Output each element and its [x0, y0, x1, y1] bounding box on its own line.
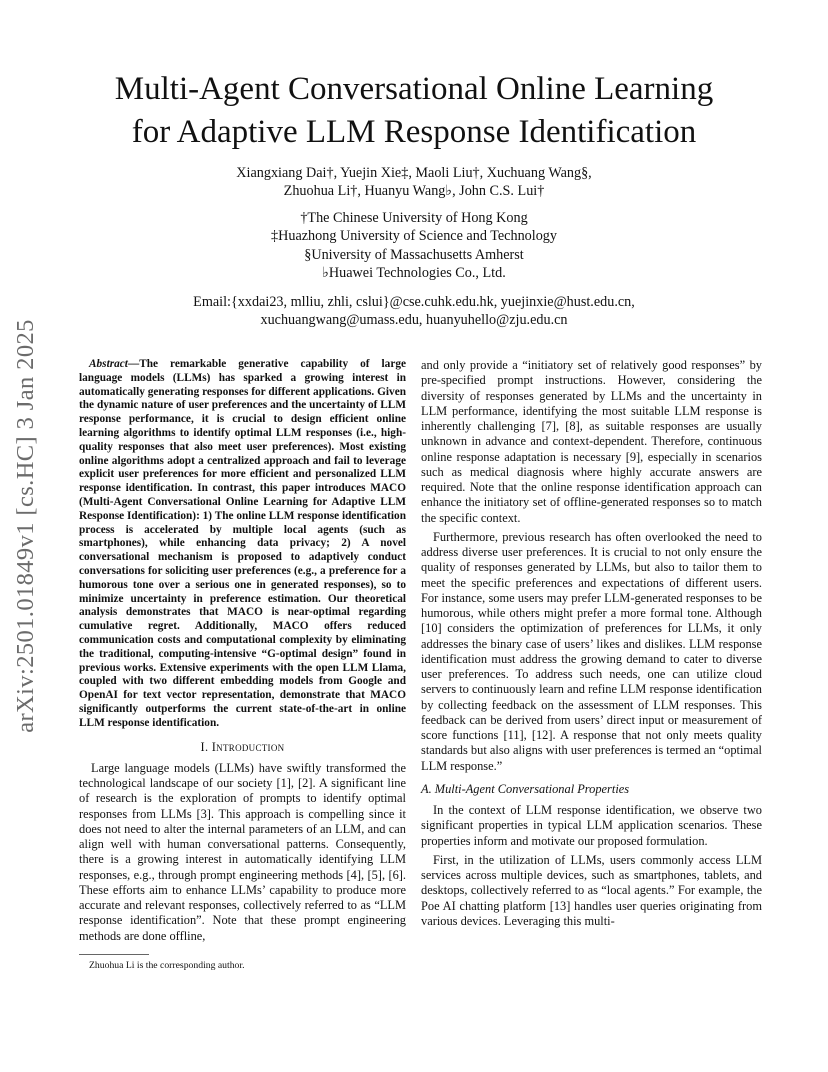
right-column — [421, 358, 762, 929]
authors-line-1: Xiangxiang Dai†, Yuejin Xie‡, Maoli Liu†, Xuchuang Wang§, — [236, 165, 592, 181]
right-paragraph-2: Furthermore, previous research has often overlooked the need to address diverse user preferences. It is crucial to not only ensure the quality of responses generated by LLMs, but also to tailor them to meet the specific preferences and expectations of different users. For instance, some users may prefer LLM-generated responses to be humorous, while others might prefer a more formal tone. Although [10] considers the optimization of preferences for LLMs, it only addresses the binary case of users’ likes and dislikes. LLM response identification must address the growing demand to cater to diverse user preferences. To address such needs, one can utilize cloud servers to continuously learn and refine LLM response identification by collecting feedback on the assessment of LLM responses. This feedback can be derived from users’ direct input or measurement of score functions [11], [12]. A response that not only meets quality standards but also aligns with user preferences is termed an “optimal LLM response.” — [421, 529, 762, 773]
arxiv-identifier — [6, 300, 46, 752]
email-line-2: xuchuangwang@umass.edu, huanyuhello@zju.edu.cn — [260, 312, 568, 329]
right-paragraph-4: First, in the utilization of LLMs, users commonly access LLM services across multiple devices, such as smartphones, tablets, and desktops, collectively referred to as “local agents.” For example, the Poe AI chatting platform [13] handles user queries originating from various devices. Leveraging this multi- — [421, 852, 762, 928]
authors-line-2: Zhuohua Li†, Huanyu Wang♭, John C.S. Lui† — [283, 183, 545, 200]
author-list — [60, 164, 768, 201]
footnote-rule — [79, 954, 149, 955]
section-heading-introduction: I. Introduction — [200, 739, 285, 754]
affiliation-4: ♭Huawei Technologies Co., Ltd. — [322, 264, 506, 281]
footnote: Zhuohua Li is the corresponding author. — [89, 960, 245, 971]
paper-title — [60, 68, 768, 154]
right-paragraph-3: In the context of LLM response identification, we observe two significant properties in typical LLM application scenarios. These properties inform and motivate our proposed formulation. — [421, 803, 762, 848]
affiliation-1: †The Chinese University of Hong Kong — [300, 210, 528, 226]
intro-paragraph-1: Large language models (LLMs) have swiftly transformed the technological landscape of our society [1], [2]. A significant line of research is the exploration of prompts to identify optimal responses from LLMs [3]. This approach is compelling since it does not need to alter the internal parameters of an LLM, and can align well with human conversational patterns. Consequently, there is a growing interest in automatically identifying LLM responses, e.g., through prompt engineering methods [4], [5], [6]. These efforts aim to enhance LLMs’ capability to produce more accurate and relevant responses, collectively referred to as “LLM response identification”. Note that these prompt engineering methods are done offline, — [79, 760, 406, 943]
abstract-label: Abstract — [89, 358, 128, 370]
title-line-2: for Adaptive LLM Response Identification — [131, 114, 697, 150]
affiliation-list — [60, 209, 768, 282]
abstract-text: —The remarkable generative capability of large language models (LLMs) has sparked a growing interest in automatically generating responses for different applications. Given the dynamic nature of user preferences and the uncertainty of LLM response performance, it is crucial to design efficient online learning algorithms to identify optimal LLM responses (i.e., high-quality responses that also meet user preferences). Most existing online algorithms adopt a centralized approach and fail to leverage explicit user preferences for more efficient and personalized LLM response identification. In contrast, this paper introduces MACO (Multi-Agent Conversational Online Learning for Adaptive LLM Response Identification): 1) The online LLM response identification process is accelerated by multiple local agents (such as smartphones), while enhancing data privacy; 2) A novel conversational mechanism is proposed to adaptively conduct conversations for soliciting user preferences (e.g., a preference for a humorous tone over a serious one in generated responses), so to minimize uncertainty in preference estimation. Our theoretical analysis demonstrates that MACO is near-optimal regarding cumulative regret. Additionally, MACO offers reduced communication costs and computational complexity by eliminating the traditional, computing-intensive “G-optimal design” found in previous works. Extensive experiments with the open LLM Llama, coupled with two different embedding models from Google and OpenAI for text vector representation, demonstrate that MACO significantly outperforms the current state-of-the-art in online LLM response identification. — [79, 358, 406, 729]
affiliation-3: §University of Massachusetts Amherst — [304, 246, 524, 263]
arxiv-identifier-text: arXiv:2501.01849v1 [cs.HC] 3 Jan 2025 — [12, 319, 39, 733]
right-paragraph-1: and only provide a “initiatory set of relatively good responses” by pre-specified prompt instructions. However, considering the diversity of responses generated by LLMs and the uncertainty in LLM performance, identifying the most suitable LLM response is inherently challenging [7], [8], as suitable responses are usually unknown in advance and context-dependent. Therefore, continuous online response adaptation is necessary [9], especially in scenarios such as medical diagnosis where highly accurate answers are required. Note that the online response identification approach can enhance the initiatory set of offline-generated responses so to match the specific context. — [421, 358, 762, 525]
subsection-heading: A. Multi-Agent Conversational Properties — [421, 781, 630, 796]
abstract — [79, 358, 406, 731]
email-list — [60, 293, 768, 330]
affiliation-2: ‡Huazhong University of Science and Technology — [271, 228, 557, 245]
title-line-1: Multi-Agent Conversational Online Learning — [114, 71, 714, 107]
email-line-1: Email:{xxdai23, mlliu, zhli, cslui}@cse.cuhk.edu.hk, yuejinxie@hust.edu.cn, — [193, 294, 635, 310]
left-column — [79, 358, 406, 944]
